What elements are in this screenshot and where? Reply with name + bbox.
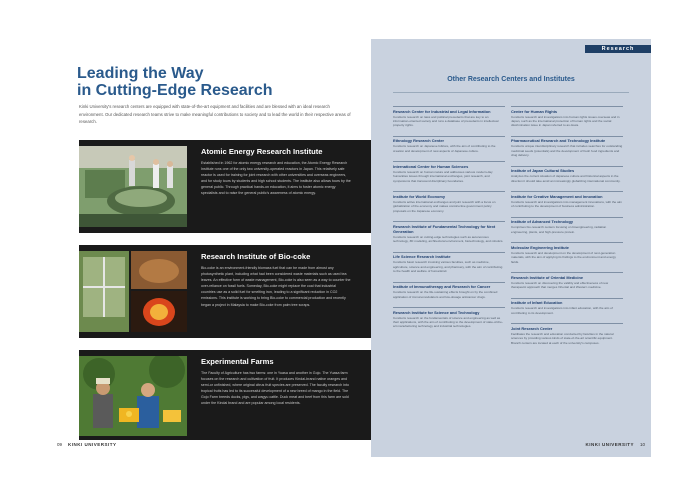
- center-name: Research Institute of Oriental Medicine: [511, 272, 623, 280]
- center-name: Molecular Engineering Institute: [511, 242, 623, 250]
- bio-coke-heading: Research Institute of Bio-coke: [201, 252, 311, 261]
- center-item: [511, 242, 623, 264]
- atomic-energy-text: Established in 1962 for atomic energy research and education, the Atomic Energy Research Institute runs one of the only two university-operated reactors in Japan. This relatively safe reactor is used for training for joint research with other universities and overseas engineers, and for study tours by students and high school students. The institute also allows tours by the general public. Through practical hands-on education, it aims to foster atomic energy specialists and to raise the general public's awareness of atomic energy.: [201, 161, 351, 196]
- center-text: Conducts basic research involving various faculties, such as medicine, agriculture, science and engineering, and pharmacy, with the aim of contributing to the health and welfare of humankind.: [393, 260, 503, 274]
- farm-image: [79, 356, 187, 436]
- center-item: [511, 191, 623, 208]
- center-text: Conducts research and investigations into human rights issues overseas and in Japan, such as the international protection of human rights and the social discrimination issue in Japan referred to as dowa.: [511, 114, 620, 128]
- farms-text: The Faculty of Agriculture has two farms: one in Yuasa and another in Gojo. The Yuasa farm focuses on the research and cultivation of fruit. It produces Kindai-brand native oranges and semi-or unfinished, where original citrus fruit species are preserved. The faculty research into tropical fruits has led to its successful development of a new breed of mango in the field. The Gojo Farm breeds ducks, pigs, and wagyu cattle. Duck meat and beef from this farm are sold under the Kindai brand and are popular among local residents.: [201, 371, 349, 406]
- right-page: [371, 39, 651, 457]
- center-name: Institute for Creative Management and Innovation: [511, 191, 623, 199]
- center-item: [511, 166, 623, 183]
- center-name: International Center for Human Sciences: [393, 161, 505, 169]
- farms-heading: Experimental Farms: [201, 357, 274, 366]
- center-name: Research Institute for Science and Technology: [393, 307, 505, 315]
- center-name: Institute of Infant Education: [511, 298, 623, 306]
- right-page-number: 10: [639, 442, 645, 447]
- center-item: [511, 217, 623, 234]
- center-item: [393, 161, 505, 183]
- center-name: Research Institute of Fundamental Technology for Next Generation: [393, 221, 505, 234]
- bio-coke-block: [79, 245, 371, 338]
- center-text: Conducts research on human nature and addresses various modern-day humanities issues through international exchanges, joint research, and symposiums that transcend disciplinary boundaries.: [393, 169, 493, 183]
- atomic-energy-heading: Atomic Energy Research Institute: [201, 147, 323, 156]
- title-line-2: in Cutting-Edge Research: [77, 82, 273, 99]
- center-name: Research Center for Industrial and Legal Information: [393, 106, 505, 114]
- center-item: [511, 323, 623, 345]
- center-item: [511, 106, 623, 128]
- right-folio-name: KINKI UNIVERSITY: [585, 442, 634, 447]
- center-item: [393, 252, 505, 274]
- center-item: [393, 307, 505, 329]
- center-text: Analyzes the current situation of Japanese culture and historical aspects in the direction it should take amid an increasingly globalizing international community.: [511, 174, 621, 183]
- center-item: [393, 106, 505, 128]
- farm-photo: [79, 356, 187, 436]
- center-text: Conducts research on cutting-edge technologies such as autonomous technology, 3D modeling, architectural environment, biotechnology, and robotics.: [393, 234, 504, 244]
- center-text: Conducts research on laws and political precedents that are key to an information-oriented society and runs a database of precedents in intellectual property rights.: [393, 114, 499, 128]
- bio-coke-image: [79, 251, 187, 332]
- center-name: Ethnology Research Center: [393, 136, 505, 144]
- center-text: Conducts research on Japanese folklore, with the aim of contributing to the creation and development of new aspects of Japanese culture.: [393, 144, 496, 153]
- title-line-1: Leading the Way: [77, 65, 204, 82]
- left-folio-name: KINKI UNIVERSITY: [68, 442, 117, 447]
- left-page-number: 09: [57, 442, 63, 447]
- center-name: Life Science Research Institute: [393, 252, 505, 260]
- bio-coke-text: Bio-coke is an environment-friendly biomass fuel that can be made from almost any photosynthetic plant, including what had been considered waste materials such as used tea leaves. An effective form of waste management, Bio-coke is also seen as a way to counter the over-reliance on fossil fuels. Someday, Bio-coke might replace the coal that industrial countries use as a solid fuel for smelting iron, leading to a significant reduction in CO2 emissions. This institute is working to bring Bio-coke to commercial production and recently began a project in Malaysia to make Bio-coke from palm tree scraps.: [201, 266, 351, 307]
- center-text: Conducts research and investigations into infant education, with the aim of contributing to its development.: [511, 306, 613, 315]
- intro-paragraph: Kinki University's research centers are equipped with state-of-the-art equipment and facilities and are blessed with an ideal research environment. Our dedicated research teams strive to make meaningful contributions to society and to lead the world in their respective areas of research.: [79, 104, 351, 124]
- center-text: Conducts unique interdisciplinary research that includes searches for outstanding medicinal seeds (potentials) and the development of fresh food ingredients and drug delivery.: [511, 144, 623, 158]
- farms-block: [79, 350, 371, 440]
- bio-coke-photos: [79, 251, 187, 332]
- center-text: Conducts research and investigations into management innovations, with the aim of contributing to the development of business administration.: [511, 199, 623, 209]
- research-section-tab: Research: [585, 45, 651, 53]
- atomic-energy-block: [79, 140, 371, 233]
- center-text: Conducts research on discovering the validity and effectiveness of new therapeutic approach that merges Oriental and Western medicine.: [511, 280, 609, 290]
- center-name: Institute of Immunotherapy and Research for Cancer: [393, 282, 505, 290]
- center-text: Facilitates the research and education conducted by faculties in the natural sciences by providing various kinds of state-of-the-art scientific equipment. Branch centers are located at each of the university's campuses.: [511, 331, 614, 345]
- center-item: [393, 136, 505, 153]
- center-name: Institute of Japan Cultural Studies: [511, 166, 623, 174]
- center-text: Comprises bio-research centers focusing on bioengineering, radiation engineering, plants, and high-pressure protein.: [511, 225, 607, 234]
- center-text: Conducts research on the life-sustaining effects brought on by the combined application of immunomodulators and low-dosage anticancer drugs.: [393, 290, 498, 299]
- center-text: Conducts active international exchanges and joint research with a focus on globalization of the economy and makes constructive government policy proposals on the Japanese economy.: [393, 199, 496, 213]
- brochure-spread: [51, 39, 651, 457]
- center-item: [511, 272, 623, 289]
- center-name: Center for Human Rights: [511, 106, 623, 114]
- left-folio: [57, 442, 117, 447]
- center-item: [511, 298, 623, 315]
- centers-column-left: [393, 106, 505, 337]
- center-item: [393, 221, 505, 243]
- center-name: Institute of Advanced Technology: [511, 217, 623, 225]
- center-item: [511, 136, 623, 158]
- right-page-title: Other Research Centers and Institutes: [447, 76, 575, 83]
- center-name: Joint Research Center: [511, 323, 623, 331]
- center-name: Pharmaceutical Research and Technology Institute: [511, 136, 623, 144]
- center-name: Institute for World Economy: [393, 191, 505, 199]
- center-item: [393, 191, 505, 213]
- center-text: Conducts research and development on the development of next-generation materials, with the aim of applying its findings to the environment and energy fields.: [511, 250, 616, 264]
- title-divider: [393, 92, 629, 93]
- reactor-photo: [79, 146, 187, 227]
- reactor-image: [79, 146, 187, 227]
- center-item: [393, 282, 505, 299]
- page-title: [77, 65, 357, 99]
- left-page: [51, 39, 371, 457]
- centers-column-right: [511, 106, 623, 353]
- right-folio: [585, 442, 645, 447]
- center-text: Conducts research on the fundamentals of science and engineering as well as their applications, with the aim of contributing to the development of state-of-the-art manufacturing technology and industrial technologies.: [393, 315, 503, 329]
